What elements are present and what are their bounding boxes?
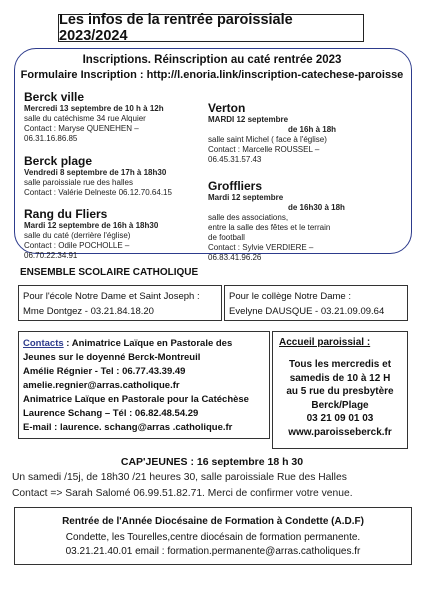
accueil-line: au 5 rue du presbytère bbox=[286, 386, 394, 397]
location-name: Verton bbox=[208, 101, 246, 115]
contacts-box bbox=[18, 331, 270, 439]
location-contact: Contact : Odile POCHOLLE – bbox=[24, 241, 130, 250]
location-rang-du-fliers bbox=[24, 207, 158, 261]
location-name: Berck ville bbox=[24, 90, 85, 104]
capjeunes-title: CAP'JEUNES : 16 septembre 18 h 30 bbox=[120, 456, 304, 468]
location-date: Mercredi 13 septembre de 10 h à 12h bbox=[24, 104, 164, 113]
contacts-line2: Jeunes sur le doyenné Berck-Montreuil bbox=[23, 352, 201, 363]
location-place: de football bbox=[208, 233, 245, 242]
contacts-email-laurence[interactable]: E-mail : laurence. schang@arras .catholique.fr bbox=[23, 422, 233, 433]
location-phone: 06.31.16.86.85 bbox=[24, 134, 78, 143]
location-contact: Contact : Sylvie VERDIERE – bbox=[208, 243, 314, 252]
location-phone: 06.83.41.96.26 bbox=[208, 253, 262, 262]
adf-title: Rentrée de l'Année Diocésaine de Formation à Condette (A.D.F) bbox=[62, 516, 364, 527]
location-date: Mardi 12 septembre de 16h à 18h30 bbox=[24, 221, 159, 230]
location-name: Rang du Fliers bbox=[24, 207, 108, 221]
adf-contact[interactable]: 03.21.21.40.01 email : formation.permanente@arras.catholiques.fr bbox=[65, 546, 361, 557]
location-date: Vendredi 8 septembre de 17h à 18h30 bbox=[24, 168, 167, 177]
accueil-content bbox=[273, 358, 407, 439]
page-title bbox=[58, 14, 364, 42]
accueil-line: Berck/Plage bbox=[311, 399, 369, 411]
location-verton bbox=[208, 101, 336, 165]
location-time: de 16h30 à 18h bbox=[288, 203, 345, 212]
college-contact: Evelyne DAUSQUE - 03.21.09.09.64 bbox=[229, 306, 385, 317]
accueil-line: samedis de 10 à 12 H bbox=[289, 372, 391, 384]
capjeunes-text bbox=[12, 470, 353, 502]
location-place: entre la salle des fêtes et le terrain bbox=[208, 223, 331, 232]
location-date: Mardi 12 septembre bbox=[208, 193, 284, 202]
accueil-box bbox=[272, 331, 408, 449]
contacts-email-amelie[interactable]: amelie.regnier@arras.catholique.fr bbox=[23, 380, 180, 391]
accueil-line: Tous les mercredis et bbox=[288, 359, 392, 370]
accueil-phone: 03 21 09 01 03 bbox=[306, 413, 374, 424]
location-berck-plage bbox=[24, 154, 172, 198]
college-box bbox=[224, 285, 408, 321]
contacts-line3: Amélie Régnier - Tel : 06.77.43.39.49 bbox=[23, 366, 186, 377]
ecole-title: Pour l'école Notre Dame et Saint Joseph : bbox=[23, 291, 200, 302]
accueil-website-link[interactable]: www.paroisseberck.fr bbox=[288, 426, 392, 438]
location-time: de 16h à 18h bbox=[288, 125, 337, 134]
location-contact: Contact : Maryse QUENEHEN – bbox=[24, 124, 139, 133]
location-berck-ville bbox=[24, 90, 164, 144]
capjeunes-line1: Un samedi /15j, de 18h30 /21 heures 30, salle paroissiale Rue des Halles bbox=[12, 472, 347, 483]
location-name: Berck plage bbox=[24, 154, 93, 168]
ensemble-scolaire-label: ENSEMBLE SCOLAIRE CATHOLIQUE bbox=[20, 267, 199, 278]
inscriptions-line: Inscriptions. Réinscription au caté rentrée 2023 bbox=[82, 54, 342, 66]
ecole-contact: Mme Dontgez - 03.21.84.18.20 bbox=[23, 306, 154, 317]
page-title-text: Les infos de la rentrée paroissiale 2023/2024 bbox=[59, 12, 293, 44]
contacts-line5: Animatrice Laïque en Pastorale pour la Catéchèse bbox=[23, 394, 249, 405]
location-contact: Contact : Marcelle ROUSSEL – bbox=[208, 145, 320, 154]
contacts-content bbox=[23, 337, 249, 435]
accueil-title: Accueil paroissial : bbox=[279, 337, 371, 348]
location-phone: 06.45.31.57.43 bbox=[208, 155, 262, 164]
adf-box bbox=[14, 507, 412, 565]
location-name: Groffliers bbox=[208, 179, 263, 193]
adf-line1: Condette, les Tourelles,centre diocésain de formation permanente. bbox=[65, 532, 361, 543]
college-title: Pour le collège Notre Dame : bbox=[229, 291, 351, 302]
location-contact: Contact : Valérie Delneste 06.12.70.64.15 bbox=[24, 188, 172, 197]
capjeunes-line2: Contact => Sarah Salomé 06.99.51.82.71. Merci de confirmer votre venue. bbox=[12, 488, 353, 499]
location-groffliers bbox=[208, 179, 345, 263]
location-place: salle saint Michel ( face à l'église) bbox=[208, 135, 327, 144]
location-place: salle du catéchisme 34 rue Alquier bbox=[24, 114, 146, 123]
contacts-link[interactable]: Contacts bbox=[23, 338, 64, 349]
location-place: salle des associations, bbox=[208, 213, 289, 222]
ecole-box bbox=[18, 285, 222, 321]
contacts-line6: Laurence Schang – Tél : 06.82.48.54.29 bbox=[23, 408, 199, 419]
location-place: salle paroissiale rue des halles bbox=[24, 178, 133, 187]
location-date: MARDI 12 septembre bbox=[208, 115, 289, 124]
location-phone: 06.70.22.34.91 bbox=[24, 251, 78, 260]
contacts-line1: : Animatrice Laïque en Pastorale des bbox=[63, 338, 233, 349]
location-place: salle du caté (derrière l'église) bbox=[24, 231, 131, 240]
inscription-form-link[interactable]: Formulaire Inscription : http://l.enoria.link/inscription-catechese-paroisse bbox=[20, 69, 404, 81]
